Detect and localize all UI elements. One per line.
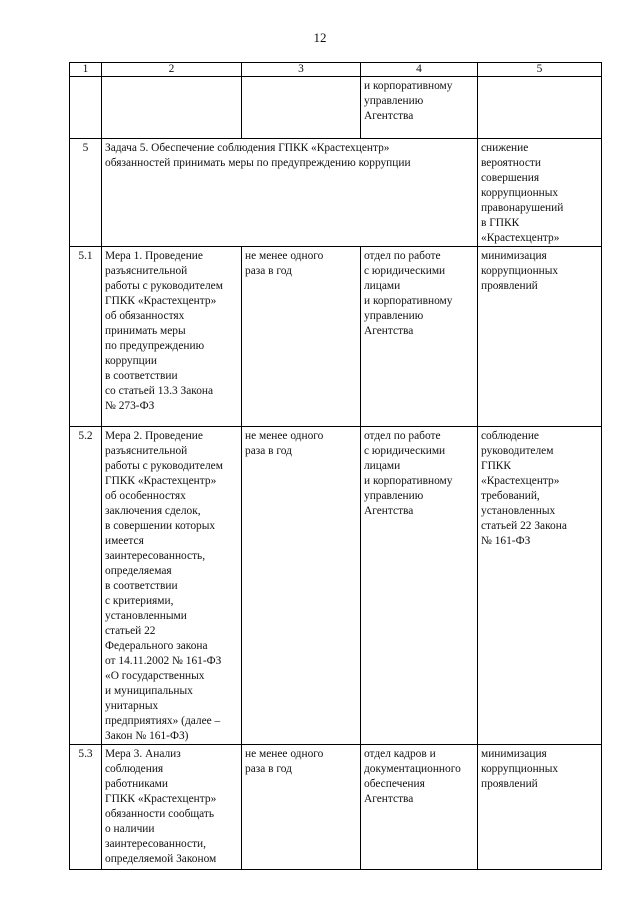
text-line: «О государственных xyxy=(105,670,205,682)
column-header-1: 1 xyxy=(70,63,102,77)
column-header-5: 5 xyxy=(478,63,602,77)
text-line: проявлений xyxy=(481,280,538,292)
text-line: Агентства xyxy=(364,110,414,122)
text-line: № 273-ФЗ xyxy=(105,400,155,412)
text-line: проявлений xyxy=(481,778,538,790)
text-line: разъяснительной xyxy=(105,265,188,277)
responsible-cell xyxy=(361,745,478,870)
column-header-3: 3 xyxy=(242,63,361,77)
result-cell xyxy=(478,745,602,870)
continuation-term-cell xyxy=(242,77,361,139)
table-row-5-3 xyxy=(70,745,602,870)
text-line: заинтересованность, xyxy=(105,550,206,562)
term-cell xyxy=(242,427,361,745)
text-line: ГПКК «Крастехцентр» xyxy=(105,475,217,487)
responsible-cell xyxy=(361,247,478,427)
term-cell xyxy=(242,247,361,427)
task-title-cell xyxy=(102,139,478,247)
text-line: управлению xyxy=(364,95,424,107)
text-line: Федерального закона xyxy=(105,640,208,652)
text-line: заинтересованности, xyxy=(105,838,206,850)
text-line: минимизация xyxy=(481,250,547,262)
table-row-5-2 xyxy=(70,427,602,745)
text-line: коррупционных xyxy=(481,763,559,775)
text-line: определяемой Законом xyxy=(105,853,217,865)
text-line: об обязанностях xyxy=(105,310,185,322)
text-line: установленных xyxy=(481,505,556,517)
text-line: Мера 3. Анализ xyxy=(105,748,181,760)
column-header-4: 4 xyxy=(361,63,478,77)
text-line: не менее одного xyxy=(245,748,324,760)
text-line: заключения сделок, xyxy=(105,505,201,517)
text-line: отдел по работе xyxy=(364,430,441,442)
column-header-2: 2 xyxy=(102,63,242,77)
text-line: определяемая xyxy=(105,565,172,577)
text-line: обеспечения xyxy=(364,778,425,790)
text-line: обязанностей принимать меры по предупреждению коррупции xyxy=(105,157,411,169)
measure-cell xyxy=(102,745,242,870)
continuation-responsible-cell xyxy=(361,77,478,139)
continuation-measure-cell xyxy=(102,77,242,139)
table-row-5-1 xyxy=(70,247,602,427)
text-line: не менее одного xyxy=(245,430,324,442)
text-line: статьей 22 xyxy=(105,625,156,637)
text-line: руководителем xyxy=(481,445,554,457)
text-line: по предупреждению xyxy=(105,340,205,352)
table-header-row xyxy=(70,63,602,77)
text-line: предприятиях» (далее – xyxy=(105,715,221,727)
text-line: ГПКК «Крастехцентр» xyxy=(105,295,217,307)
responsible-cell xyxy=(361,427,478,745)
text-line: Мера 1. Проведение xyxy=(105,250,203,262)
text-line: от 14.11.2002 № 161-ФЗ xyxy=(105,655,222,667)
text-line: унитарных xyxy=(105,700,159,712)
text-line: Задача 5. Обеспечение соблюдения ГПКК «Крастехцентр» xyxy=(105,142,390,154)
text-line: документационного xyxy=(364,763,461,775)
text-line: правонарушений xyxy=(481,202,564,214)
text-line: Агентства xyxy=(364,325,414,337)
text-line: со статьей 13.3 Закона xyxy=(105,385,214,397)
text-line: и корпоративному xyxy=(364,295,453,307)
task-result-cell xyxy=(478,139,602,247)
continuation-num-cell xyxy=(70,77,102,139)
text-line: отдел кадров и xyxy=(364,748,436,760)
text-line: лицами xyxy=(364,460,401,472)
text-line: работы с руководителем xyxy=(105,280,223,292)
text-line: работы с руководителем xyxy=(105,460,223,472)
text-line: о наличии xyxy=(105,823,155,835)
text-line: Агентства xyxy=(364,793,414,805)
continuation-result-cell xyxy=(478,77,602,139)
text-line: разъяснительной xyxy=(105,445,188,457)
text-line: в соответствии xyxy=(105,580,178,592)
text-line: соблюдение xyxy=(481,430,539,442)
text-line: Закон № 161-ФЗ) xyxy=(105,730,189,742)
text-line: соблюдения xyxy=(105,763,164,775)
text-line: раза в год xyxy=(245,265,292,277)
text-line: и корпоративному xyxy=(364,80,453,92)
text-line: управлению xyxy=(364,490,424,502)
text-line: требований, xyxy=(481,490,540,502)
result-cell xyxy=(478,427,602,745)
text-line: с юридическими xyxy=(364,445,446,457)
text-line: с критериями, xyxy=(105,595,174,607)
text-line: лицами xyxy=(364,280,401,292)
text-line: вероятности xyxy=(481,157,541,169)
text-line: раза в год xyxy=(245,763,292,775)
measure-cell xyxy=(102,427,242,745)
text-line: статьей 22 Закона xyxy=(481,520,567,532)
text-line: об особенностях xyxy=(105,490,186,502)
page-number: 12 xyxy=(313,30,327,45)
text-line: ГПКК xyxy=(481,460,512,472)
text-line: снижение xyxy=(481,142,529,154)
text-line: в совершении которых xyxy=(105,520,216,532)
text-line: имеется xyxy=(105,535,144,547)
text-line: Агентства xyxy=(364,505,414,517)
text-line: в ГПКК xyxy=(481,217,520,229)
text-line: раза в год xyxy=(245,445,292,457)
text-line: «Крастехцентр» xyxy=(481,232,560,244)
text-line: установленными xyxy=(105,610,187,622)
text-line: «Крастехцентр» xyxy=(481,475,560,487)
row-number: 5.3 xyxy=(70,745,102,870)
text-line: работниками xyxy=(105,778,168,790)
text-line: отдел по работе xyxy=(364,250,441,262)
text-line: ГПКК «Крастехцентр» xyxy=(105,793,217,805)
text-line: Мера 2. Проведение xyxy=(105,430,203,442)
text-line: в соответствии xyxy=(105,370,178,382)
table-row-continuation xyxy=(70,77,602,139)
text-line: управлению xyxy=(364,310,424,322)
row-number: 5.1 xyxy=(70,247,102,427)
text-line: и корпоративному xyxy=(364,475,453,487)
text-line: обязанности сообщать xyxy=(105,808,215,820)
text-line: коррупционных xyxy=(481,265,559,277)
text-line: не менее одного xyxy=(245,250,324,262)
result-cell xyxy=(478,247,602,427)
text-line: принимать меры xyxy=(105,325,186,337)
text-line: минимизация xyxy=(481,748,547,760)
text-line: № 161-ФЗ xyxy=(481,535,531,547)
measures-table xyxy=(69,62,602,870)
term-cell xyxy=(242,745,361,870)
table-row-task-5 xyxy=(70,139,602,247)
text-line: и муниципальных xyxy=(105,685,193,697)
row-number: 5 xyxy=(70,139,102,247)
text-line: совершения xyxy=(481,172,540,184)
text-line: коррупционных xyxy=(481,187,559,199)
measure-cell xyxy=(102,247,242,427)
text-line: с юридическими xyxy=(364,265,446,277)
row-number: 5.2 xyxy=(70,427,102,745)
text-line: коррупции xyxy=(105,355,157,367)
